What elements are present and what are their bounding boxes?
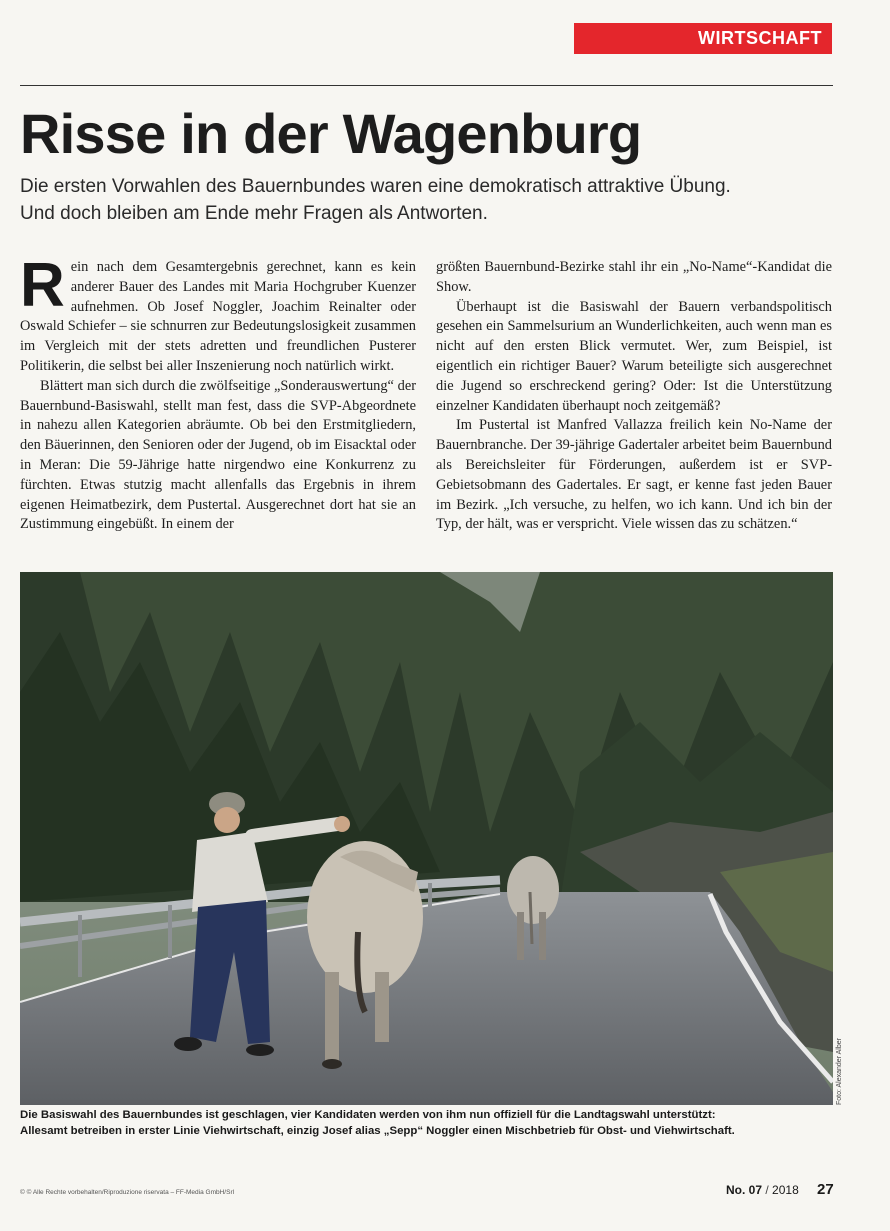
subhead-line-1: Die ersten Vorwahlen des Bauernbundes waren eine demokratisch attraktive Übung.: [20, 176, 731, 197]
article-photo: [20, 572, 833, 1105]
article-paragraph: [20, 251, 416, 377]
article-paragraph: Im Pustertal ist Manfred Vallazza freilich kein No-Name der Bauernbranche. Der 39-jährige Gadertaler arbeitet beim Bauernbund als Bereichsleiter für Förderungen, außerdem ist er SVP-Gebietsobmann des Gadertales. Er sagt, er kenne fast jeden Bauer im Bezirk. „Ich versuche, zu helfen, wo ich kann. Und ich bin der Typ, der hält, was er verspricht. Viele wissen das zu schätzen.“: [436, 417, 832, 533]
article-paragraph: Überhaupt ist die Basiswahl der Bauern verbandspolitisch gesehen ein Sammelsurium an Wunderlichkeiten, auch wenn man es nicht auf den ersten Blick vermutet. Wer, zum Beispiel, ist eigentlich ein richtiger Bauer? Warum beteiligte sich ausgerechnet die Jugend so erschreckend gering? Oder: Ist die Unterstützung einzelner Kandidaten überhaupt noch zeitgemäß?: [436, 298, 832, 414]
issue-info: [726, 1183, 799, 1197]
copyright-notice: © © Alle Rechte vorbehalten/Riproduzione riservata – FF-Media GmbH/Srl: [20, 1189, 235, 1196]
photo-caption: [20, 1108, 820, 1139]
paragraph-text: ein nach dem Gesamtergebnis gerechnet, kann es kein anderer Bauer des Landes mit Maria Hochgruber Kuenzer aufnehmen. Ob Josef Noggler, Joachim Reinalter oder Oswald Schiefer – sie schnurren zur Bedeutungslosigkeit zusammen im Vergleich mit der stets adretten und freundlichen Pusterer Politikerin, die selbst bei aller Inszenierung noch natürlich wirkt.: [20, 259, 416, 374]
caption-line-2: Allesamt betreiben in erster Linie Viehwirtschaft, einzig Josef alias „Sepp“ Noggler einen Mischbetrieb für Obst- und Viehwirtschaft.: [20, 1124, 735, 1137]
caption-line-1: Die Basiswahl des Bauernbundes ist geschlagen, vier Kandidaten werden von ihm nun offiziell für die Landtagswahl unterstützt:: [20, 1109, 716, 1121]
issue-year: 2018: [772, 1183, 799, 1197]
page-number: 27: [817, 1181, 834, 1198]
subhead-line-2: Und doch bleiben am Ende mehr Fragen als Antworten.: [20, 203, 488, 224]
article-column-left: [20, 251, 416, 535]
headline: Risse in der Wagenburg: [20, 102, 642, 165]
issue-label: No. 07: [726, 1183, 763, 1197]
issue-separator: /: [765, 1183, 769, 1197]
top-divider: [20, 85, 833, 86]
photo-credit: Foto: Alexander Alber: [836, 1038, 843, 1105]
section-tag: WIRTSCHAFT: [574, 23, 832, 54]
article-column-right: [436, 258, 832, 535]
article-paragraph: größten Bauernbund-Bezirke stahl ihr ein „No-Name“-Kandidat die Show.: [436, 259, 832, 295]
subheadline: [20, 173, 820, 227]
photo-illustration: [20, 572, 833, 1105]
article-paragraph: Blättert man sich durch die zwölfseitige „Sonderauswertung“ der Bauernbund-Basiswahl, stellt man fest, dass die SVP-Abgeordnete in nahezu allen Kategorien abräumte. Ob bei den Erstmitgliedern, den Bäuerinnen, den Senioren oder der Jugend, ob im Eisacktal oder in Meran: Die 59-Jährige hatte nirgendwo eine Konkurrenz zu fürchten. Etwas stutzig macht allenfalls das Ergebnis in ihrem eigenen Heimatbezirk, dem Pustertal. Ausgerechnet dort hat sie an Zustimmung eingebüßt. In einem der: [20, 377, 416, 533]
drop-cap: R: [20, 251, 65, 320]
